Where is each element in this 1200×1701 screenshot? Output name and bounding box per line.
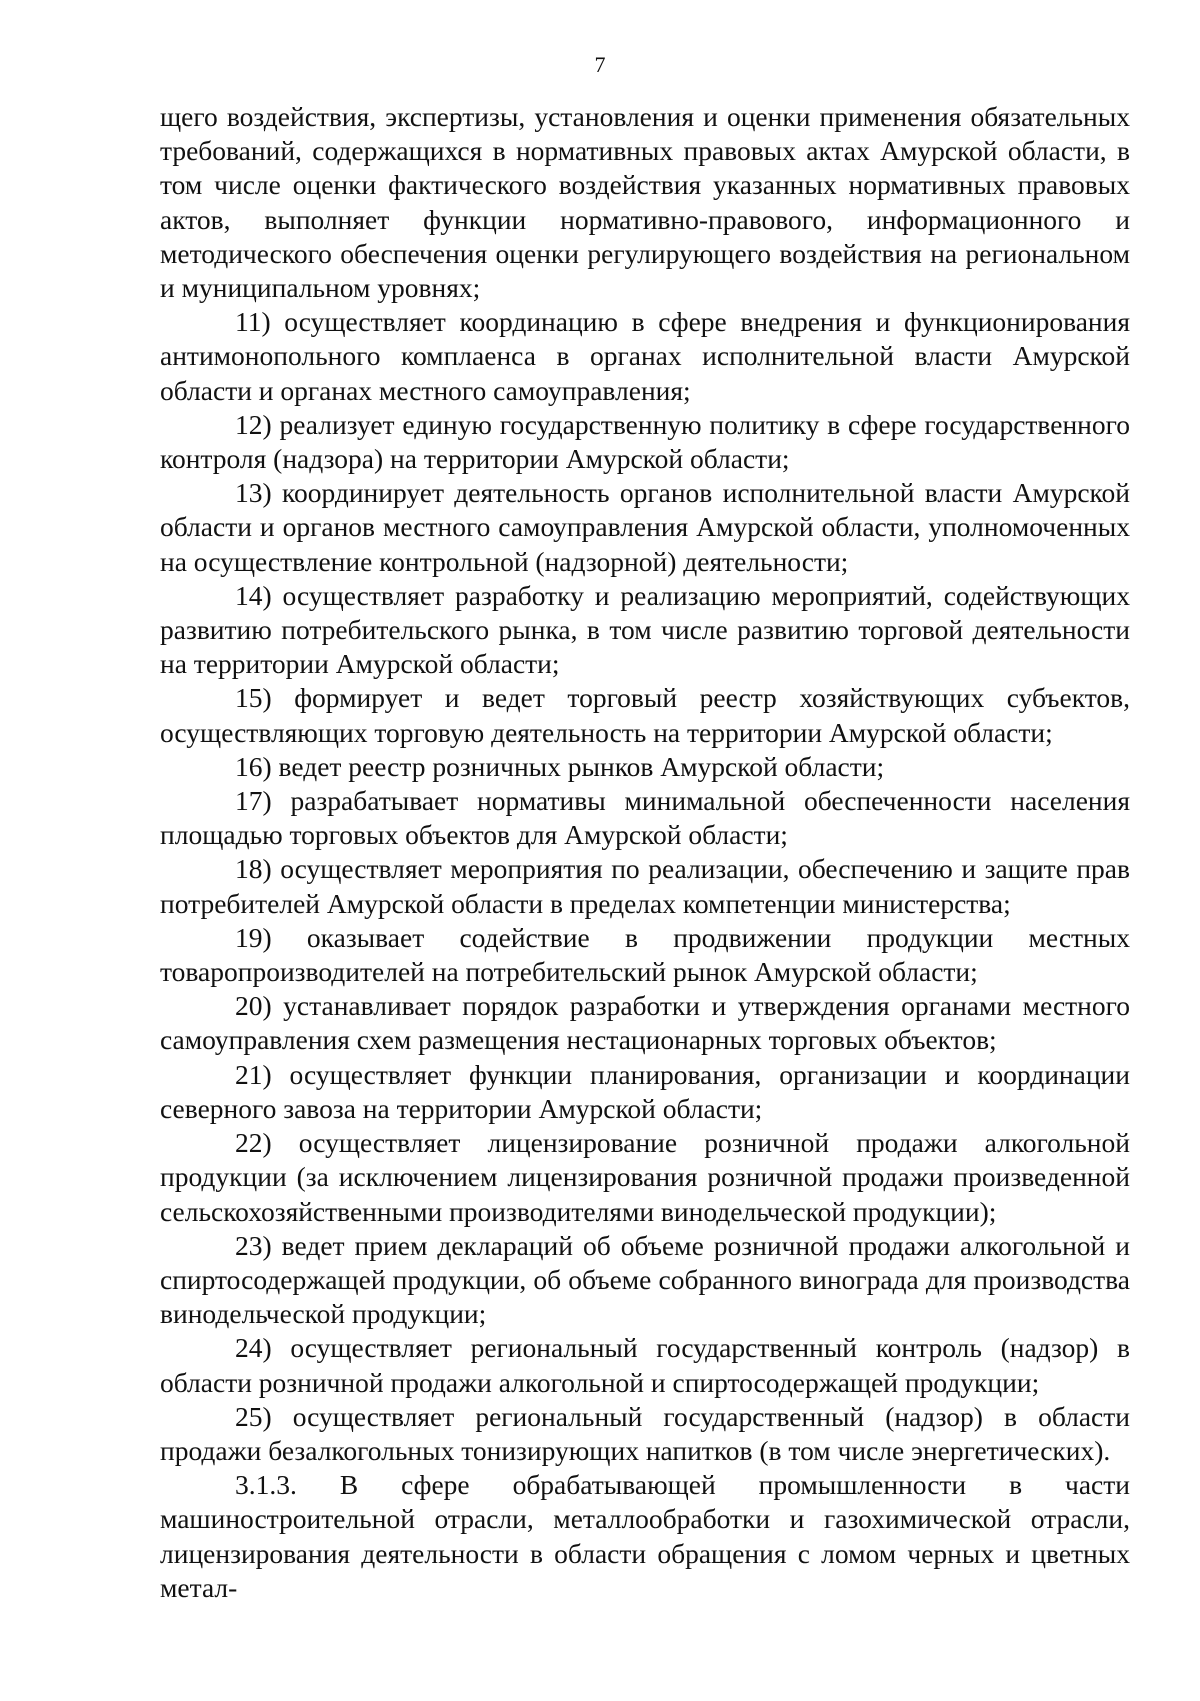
list-item: 11) осуществляет координацию в сфере внедрения и функционирования антимонопольного комплаенса в органах исполнительной власти Амурской области и органах местного самоуправления; xyxy=(160,306,1130,406)
list-item: 18) осуществляет мероприятия по реализации, обеспечению и защите прав потребителей Амурской области в пределах компетенции министерства; xyxy=(160,853,1130,919)
list-item: 15) формирует и ведет торговый реестр хозяйствующих субъектов, осуществляющих торговую деятельность на территории Амурской области; xyxy=(160,682,1130,748)
page-number: 7 xyxy=(594,52,606,77)
list-item: 21) осуществляет функции планирования, организации и координации северного завоза на территории Амурской области; xyxy=(160,1058,1130,1124)
list-item: 22) осуществляет лицензирование розничной продажи алкогольной продукции (за исключением лицензирования розничной продажи произведенной сельскохозяйственными производителями винодельческой продукции); xyxy=(160,1127,1130,1227)
list-item: 17) разрабатывает нормативы минимальной обеспеченности населения площадью торговых объектов для Амурской области; xyxy=(160,785,1130,851)
list-item: 14) осуществляет разработку и реализацию мероприятий, содействующих развитию потребительского рынка, в том числе развитию торговой деятельности на территории Амурской области; xyxy=(160,579,1130,680)
list-item: 23) ведет прием деклараций об объеме розничной продажи алкогольной и спиртосодержащей продукции, об объеме собранного винограда для производства винодельческой продукции; xyxy=(160,1229,1130,1330)
paragraph-continuation: щего воздействия, экспертизы, установления и оценки применения обязательных требований, содержащихся в нормативных правовых актах Амурской области, в том числе оценки фактического воздействия указанных нормативных правовых актов, выполняет функции нормативно-правового, информационного и методического обеспечения оценки регулирующего воздействия на региональном и муниципальном уровнях; xyxy=(160,101,1130,304)
list-item: 25) осуществляет региональный государственный (надзор) в области продажи безалкогольных тонизирующих напитков (в том числе энергетических). xyxy=(160,1400,1130,1466)
list-item: 19) оказывает содействие в продвижении продукции местных товаропроизводителей на потребительский рынок Амурской области; xyxy=(160,921,1130,988)
section-paragraph: 3.1.3. В сфере обрабатывающей промышленности в части машиностроительной отрасли, металлообработки и газохимической отрасли, лицензирования деятельности в области обращения с ломом черных и цветных метал- xyxy=(160,1469,1130,1603)
list-item: 20) устанавливает порядок разработки и утверждения органами местного самоуправления схем размещения нестационарных торговых объектов; xyxy=(160,990,1130,1056)
document-body xyxy=(160,100,1130,1605)
list-item: 24) осуществляет региональный государственный контроль (надзор) в области розничной продажи алкогольной и спиртосодержащей продукции; xyxy=(160,1332,1130,1398)
list-item: 13) координирует деятельность органов исполнительной власти Амурской области и органов местного самоуправления Амурской области, уполномоченных на осуществление контрольной (надзорной) деятельности; xyxy=(160,477,1130,577)
list-item: 12) реализует единую государственную политику в сфере государственного контроля (надзора) на территории Амурской области; xyxy=(160,408,1130,475)
list-item: 16) ведет реестр розничных рынков Амурской области; xyxy=(235,750,885,782)
